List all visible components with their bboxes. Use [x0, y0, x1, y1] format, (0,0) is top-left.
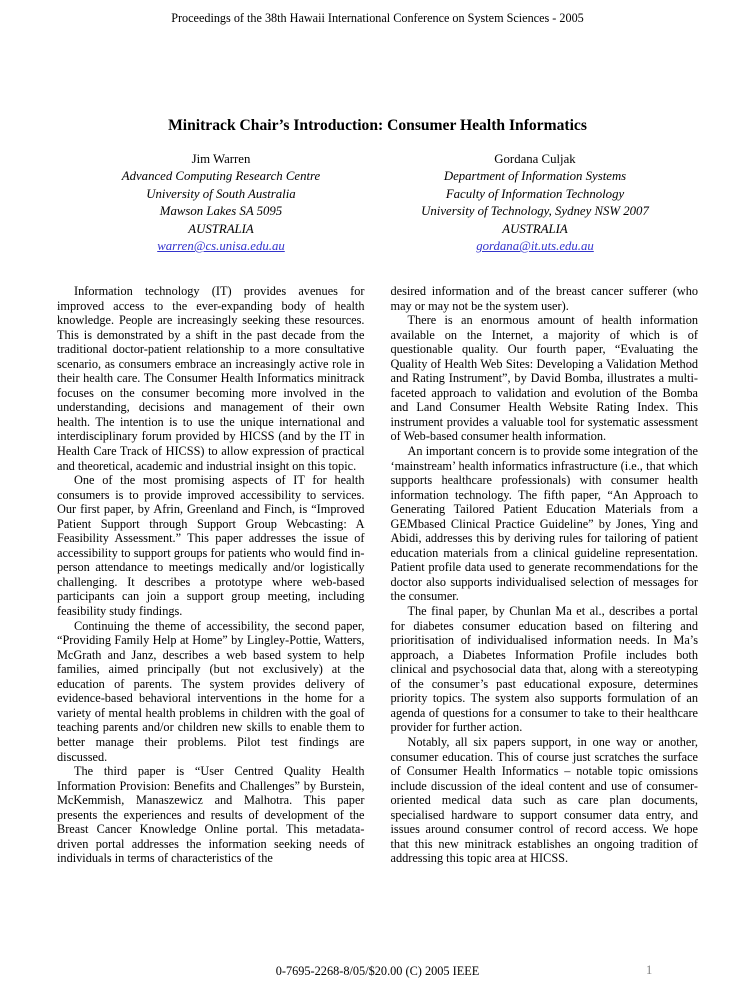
author-affiliation-line: University of South Australia	[146, 186, 296, 201]
paragraph-conclusion: Notably, all six papers support, in one way or another, consumer education. This of course just scratches the surface of Consumer Health Informatics – notable topic omissions include discussion of the ideal content and use of consumer-oriented medical data such as care plan documents, specialised hardware to support consumer data entry, and issues around consumer control of record access. We hope that this new minitrack establishes an ongoing tradition of addressing this topic area at HICSS.	[390, 734, 698, 866]
author-affiliation-line: Faculty of Information Technology	[445, 186, 625, 201]
paragraph-final-paper: The final paper, by Chunlan Ma et al., describes a portal for diabetes consumer education based on filtering and prioritisation of individualised information needs. In Ma’s approach, a Diabetes Information Profile includes both clinical and psychosocial data that, along with a stereotyping of the consumer’s past educational exposure, determines priority topics. The system also supports formulation of an agenda of questions for a consumer to take to their healthcare provider for further action.	[390, 604, 698, 735]
author-email-link[interactable]: gordana@it.uts.edu.au	[476, 239, 594, 254]
paragraph-third-paper: The third paper is “User Centred Quality Health Information Provision: Benefits and Challenges” by Burstein, McKemmish, Manaszewicz and Malhotra. This paper presents the experiences and results of development of the Breast Cancer Knowledge Online portal. This metadata-driven portal addresses the information seeking needs of individuals in terms of characteristics of the	[57, 764, 365, 866]
author-affiliation-line: AUSTRALIA	[188, 221, 254, 236]
author-block-jim-warren	[64, 151, 378, 255]
body-column-left	[57, 284, 365, 866]
author-affiliation-line: Department of Information Systems	[443, 169, 627, 184]
paragraph-fourth-paper: There is an enormous amount of health information available on the Internet, a majority of which is of questionable quality. Our fourth paper, “Evaluating the Quality of Health Web Sites: Developing a Validation Method and Rating Instrument”, by David Bomba, illustrates a multi-faceted approach to validation and evolution of the Bomba and Land Consumer Health Website Rating Index. This instrument provides a valuable tool for systematic assessment of Web-based consumer health information.	[390, 313, 698, 444]
author-block-gordana-culjak	[378, 151, 692, 255]
paragraph-intro: Information technology (IT) provides avenues for improved access to the ever-expanding body of health knowledge. People are increasingly seeking these resources. This is demonstrated by a shift in the past decade from the traditional doctor-patient relationship to a more consultative scenario, as consumers embrace an increasingly active role in their health care. The Consumer Health Informatics minitrack focuses on the consumer becoming more involved in the understanding, decisions and management of their own health. The intention is to use the unique international and interdisciplinary forum provided by HICSS (and by the IT in Health Care Track of HICSS) to allow expression of practical and theoretical, academic and industrial insight on this topic.	[57, 284, 365, 473]
body-column-right	[391, 284, 699, 866]
copyright-notice: 0-7695-2268-8/05/$20.00 (C) 2005 IEEE	[275, 964, 480, 978]
paragraph-first-paper: One of the most promising aspects of IT for health consumers is to provide improved accessibility to services. Our first paper, by Afrin, Greenland and Finch, is “Improved Patient Support through Support Group Webcasting: A Feasibility Assessment.” This paper addresses the issue of accessibility to support groups for patients who would find in-person attendance to meetings medically and/or logistically challenging. It describes a prototype where web-based participants can join a support group meeting, including feasibility study findings.	[57, 473, 365, 619]
paragraph-second-paper: Continuing the theme of accessibility, the second paper, “Providing Family Help at Home” by Lingley-Pottie, Watters, McGrath and Janz, describes a web based system to help families, aimed principally (but not exclusively) at the education of parents. The system provides delivery of evidence-based behavioral interventions in the home for a variety of mental health problems in children with the goal of teaching parents and/or children new skills to enable them to better manage their problems. Pilot test findings are discussed.	[57, 618, 365, 764]
running-head: Proceedings of the 38th Hawaii International Conference on System Sciences - 2005	[171, 11, 584, 25]
author-email-link[interactable]: warren@cs.unisa.edu.au	[157, 239, 285, 254]
author-affiliation-line: Mawson Lakes SA 5095	[159, 204, 283, 219]
author-affiliation-line: University of Technology, Sydney NSW 2007	[421, 204, 649, 219]
page-number: 1	[646, 963, 653, 977]
author-affiliation-line: Advanced Computing Research Centre	[121, 169, 321, 184]
paper-title: Minitrack Chair’s Introduction: Consumer Health Informatics	[168, 117, 587, 134]
author-name: Gordana Culjak	[494, 152, 576, 166]
paragraph-third-paper-continued: desired information and of the breast cancer sufferer (who may or may not be the system user).	[390, 284, 698, 313]
author-affiliation-line: AUSTRALIA	[502, 221, 568, 236]
authors-section	[64, 151, 692, 255]
body-text	[57, 284, 698, 866]
paragraph-fifth-paper: An important concern is to provide some integration of the ‘mainstream’ health informatics infrastructure (i.e., that which supports healthcare professionals) with consumer health information technology. The fifth paper, “An Approach to Generating Tailored Patient Education Materials from a GEMbased Clinical Practice Guideline” by Jones, Ying and Abidi, addresses this by deriving rules for tailoring of patient education materials from a clinical guideline representation. Patient profile data used to generate recommendations for the doctor also supports individualised selection of messages for the consumer.	[390, 444, 698, 604]
author-name: Jim Warren	[191, 152, 251, 166]
